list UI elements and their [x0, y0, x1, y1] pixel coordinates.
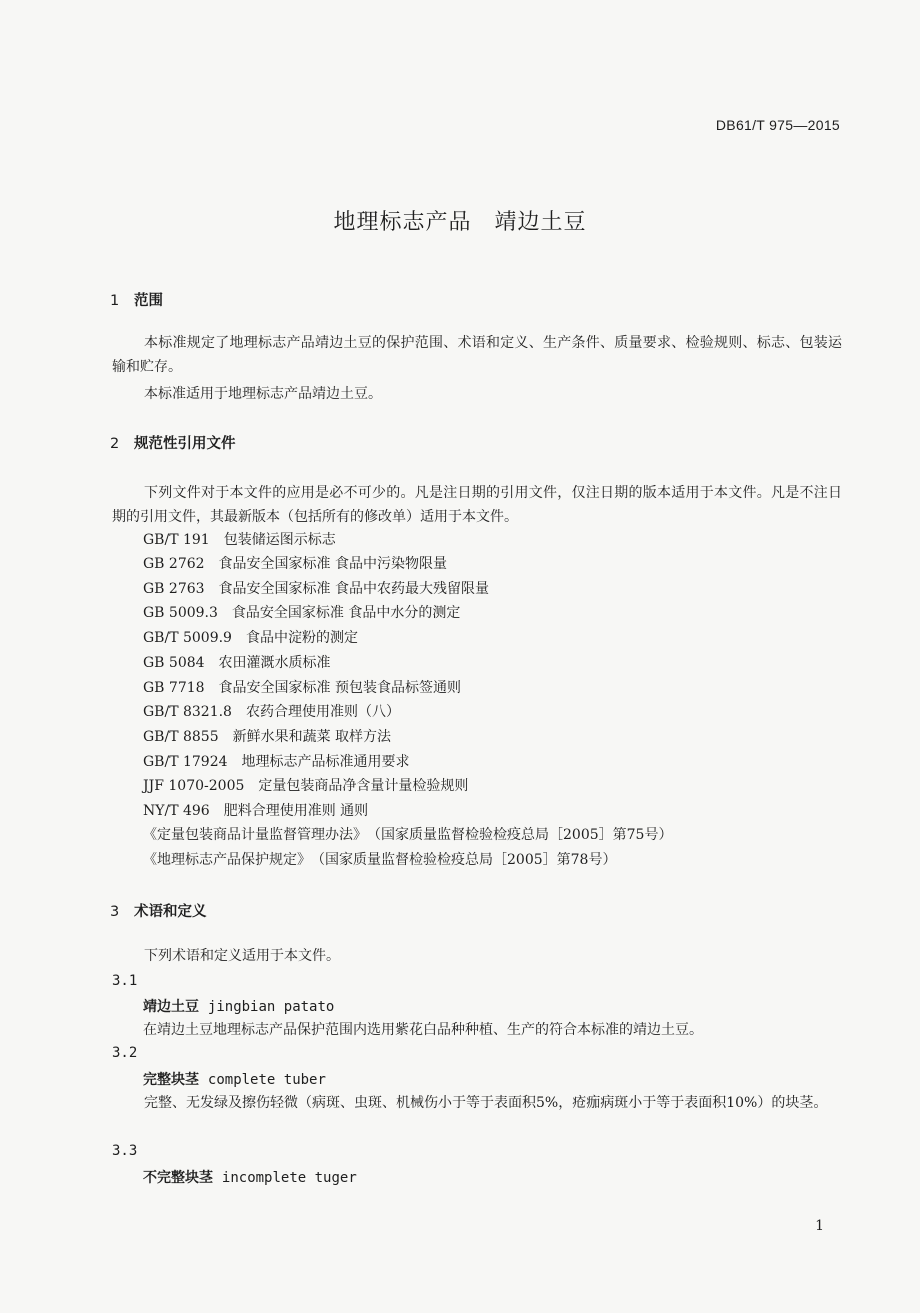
reference-item: GB/T 5009.9 食品中淀粉的测定: [143, 630, 358, 646]
term-definition: 在靖边土豆地理标志产品保护范围内选用紫花白品种种植、生产的符合本标准的靖边土豆。: [143, 1022, 703, 1038]
reference-item: GB 5009.3 食品安全国家标准 食品中水分的测定: [143, 605, 461, 621]
term-english: complete tuber: [207, 1072, 326, 1088]
reference-item: JJF 1070-2005 定量包装商品净含量计量检验规则: [143, 778, 469, 794]
term-entry: [143, 1069, 326, 1089]
section-heading-scope: [110, 289, 163, 310]
reference-item: GB 2762 食品安全国家标准 食品中污染物限量: [143, 556, 447, 572]
standard-code: DB61/T 975—2015: [715, 117, 840, 133]
section-title: 规范性引用文件: [134, 436, 236, 452]
reference-item: GB 7718 食品安全国家标准 预包装食品标签通则: [143, 680, 461, 696]
clause-number: 3.2: [112, 1045, 138, 1061]
term-entry: [143, 996, 334, 1016]
clause-number: 3.1: [112, 973, 138, 989]
document-title: 地理标志产品 靖边土豆: [333, 210, 587, 235]
term-entry: [143, 1167, 357, 1187]
page-number: 1: [815, 1218, 824, 1234]
reference-item: 《地理标志产品保护规定》 （国家质量监督检验检疫总局［2005］第78号）: [143, 852, 617, 868]
section-number: 2: [110, 436, 120, 452]
references-intro: 下列文件对于本文件的应用是必不可少的。凡是注日期的引用文件，仅注日期的版本适用于本文件。凡是不注日期的引用文件，其最新版本（包括所有的修改单）适用于本文件。: [112, 485, 842, 525]
reference-item: GB/T 17924 地理标志产品标准通用要求: [143, 754, 410, 770]
section-number: 1: [110, 293, 120, 309]
term-chinese: 靖边土豆: [143, 999, 199, 1015]
clause-number: 3.3: [112, 1143, 138, 1159]
term-chinese: 完整块茎: [143, 1072, 199, 1088]
reference-item: GB/T 8855 新鲜水果和蔬菜 取样方法: [143, 729, 392, 745]
section-title: 术语和定义: [134, 904, 207, 920]
section-number: 3: [110, 904, 120, 920]
term-definition: 完整、无发绿及擦伤轻微（病斑、虫斑、机械伤小于等于表面积5%，疮痂病斑小于等于表面积10%）的块茎。: [144, 1095, 828, 1111]
scope-paragraph-1: 本标准规定了地理标志产品靖边土豆的保护范围、术语和定义、生产条件、质量要求、检验规则、标志、包装运输和贮存。: [112, 335, 842, 375]
reference-item: GB 2763 食品安全国家标准 食品中农药最大残留限量: [143, 581, 489, 597]
term-chinese: 不完整块茎: [143, 1170, 213, 1186]
reference-item: GB/T 191 包装储运图示标志: [143, 532, 336, 548]
terms-intro: 下列术语和定义适用于本文件。: [144, 948, 340, 964]
section-heading-normative-references: [110, 432, 236, 453]
section-title: 范围: [134, 293, 163, 309]
term-english: jingbian patato: [207, 999, 335, 1015]
reference-item: NY/T 496 肥料合理使用准则 通则: [143, 803, 369, 819]
reference-item: GB/T 8321.8 农药合理使用准则（八）: [143, 704, 400, 720]
reference-item: 《定量包装商品计量监督管理办法》 （国家质量监督检验检疫总局［2005］第75号）: [143, 827, 673, 843]
term-english: incomplete tuger: [221, 1170, 357, 1186]
scope-paragraph-2: 本标准适用于地理标志产品靖边土豆。: [144, 386, 382, 402]
section-heading-terms-and-definitions: [110, 900, 207, 921]
reference-item: GB 5084 农田灌溉水质标准: [143, 655, 331, 671]
